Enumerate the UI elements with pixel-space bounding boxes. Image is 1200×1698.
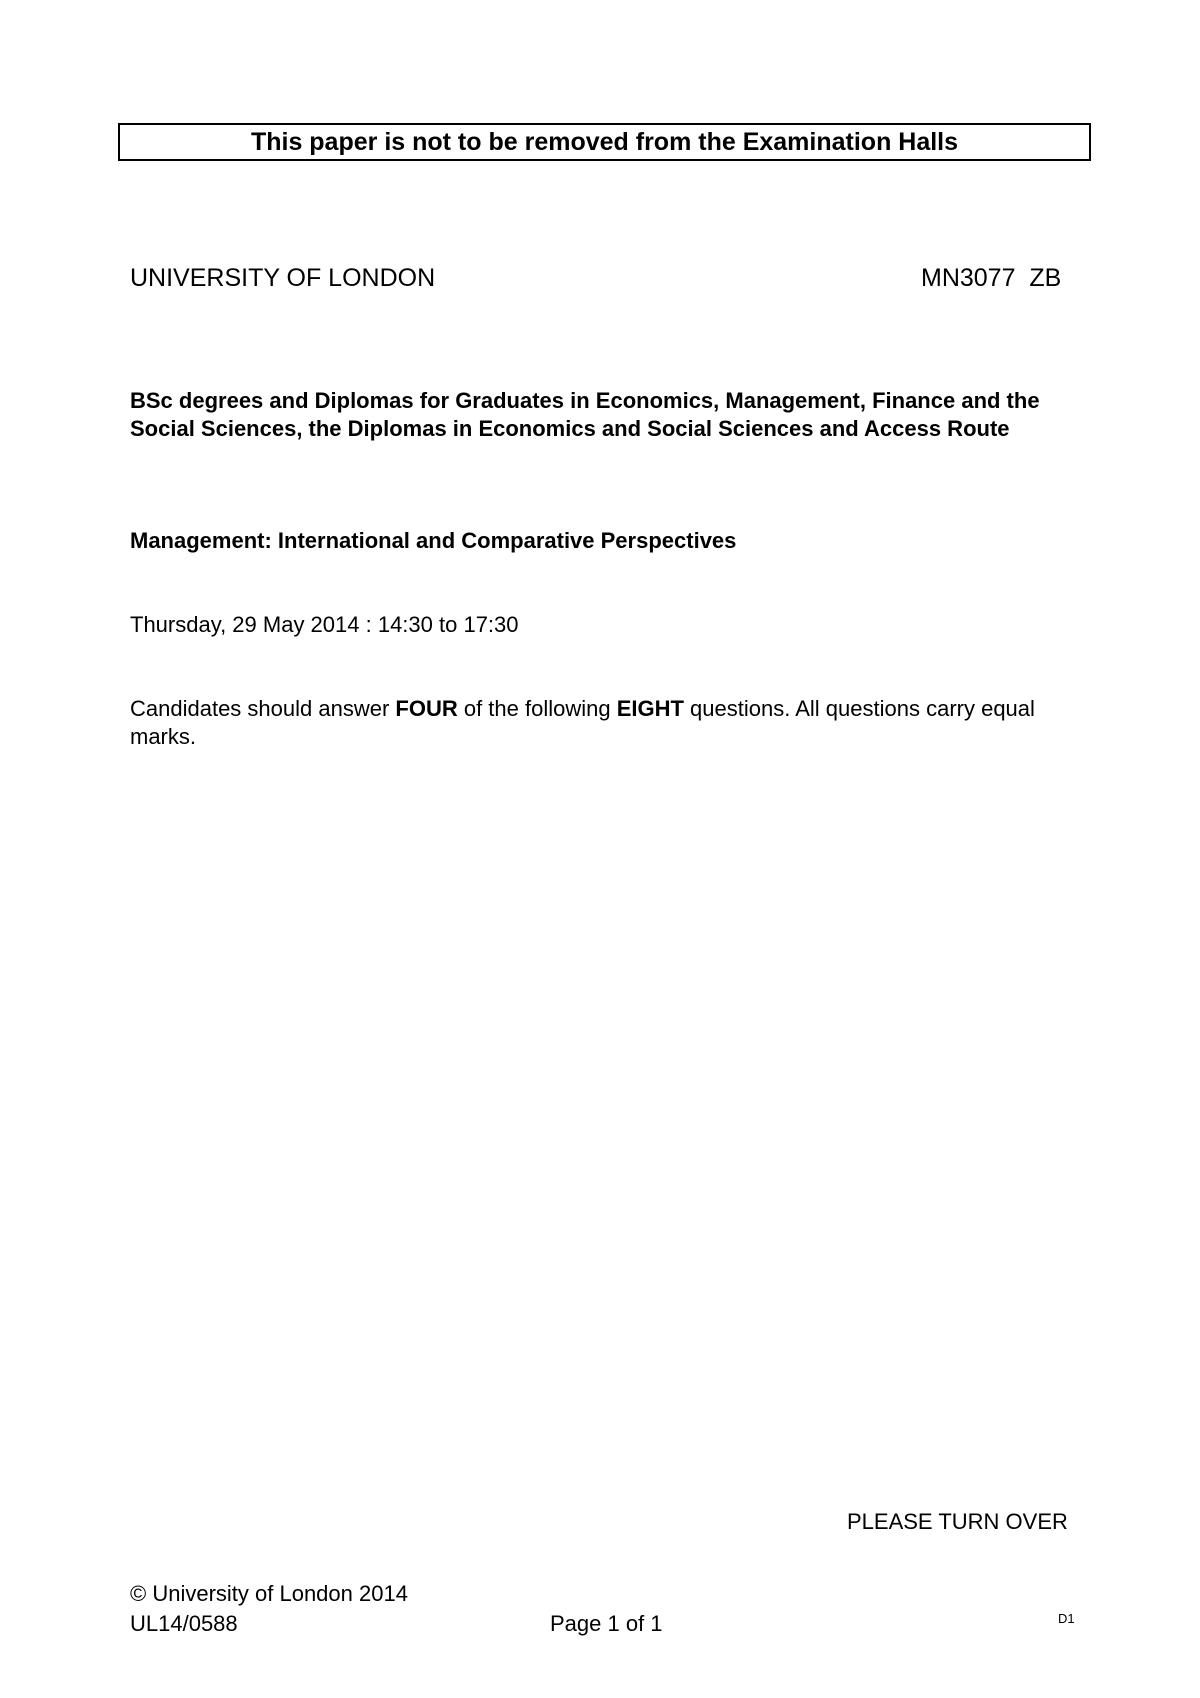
instructions-text-1: Candidates should answer [130,696,396,721]
exam-datetime: Thursday, 29 May 2014 : 14:30 to 17:30 [130,612,519,637]
exam-hall-notice-text: This paper is not to be removed from the Examination Halls [250,127,959,156]
please-turn-over: PLEASE TURN OVER [847,1509,1068,1534]
institution-name: UNIVERSITY OF LONDON [130,264,436,292]
instructions-text-2: of the following [457,696,617,721]
document-marker: D1 [1058,1611,1075,1626]
copyright-notice: © University of London 2014 [130,1581,408,1606]
page-number: Page 1 of 1 [550,1611,663,1636]
paper-reference-code: UL14/0588 [130,1611,238,1636]
degree-programmes: BSc degrees and Diplomas for Graduates in Economics, Management, Finance and the Social Sciences, the Diplomas in Economics and Social Sciences and Access Route [130,388,1040,441]
exam-hall-notice [118,123,1091,161]
subject-title: Management: International and Comparative Perspectives [130,528,737,553]
instructions-question-total: EIGHT [616,696,684,721]
instructions-text-3: questions. All questions carry equal marks. [130,696,1035,749]
exam-instructions [130,695,1090,751]
instructions-answer-count: FOUR [395,696,458,721]
course-code: MN3077 ZB [921,264,1062,292]
